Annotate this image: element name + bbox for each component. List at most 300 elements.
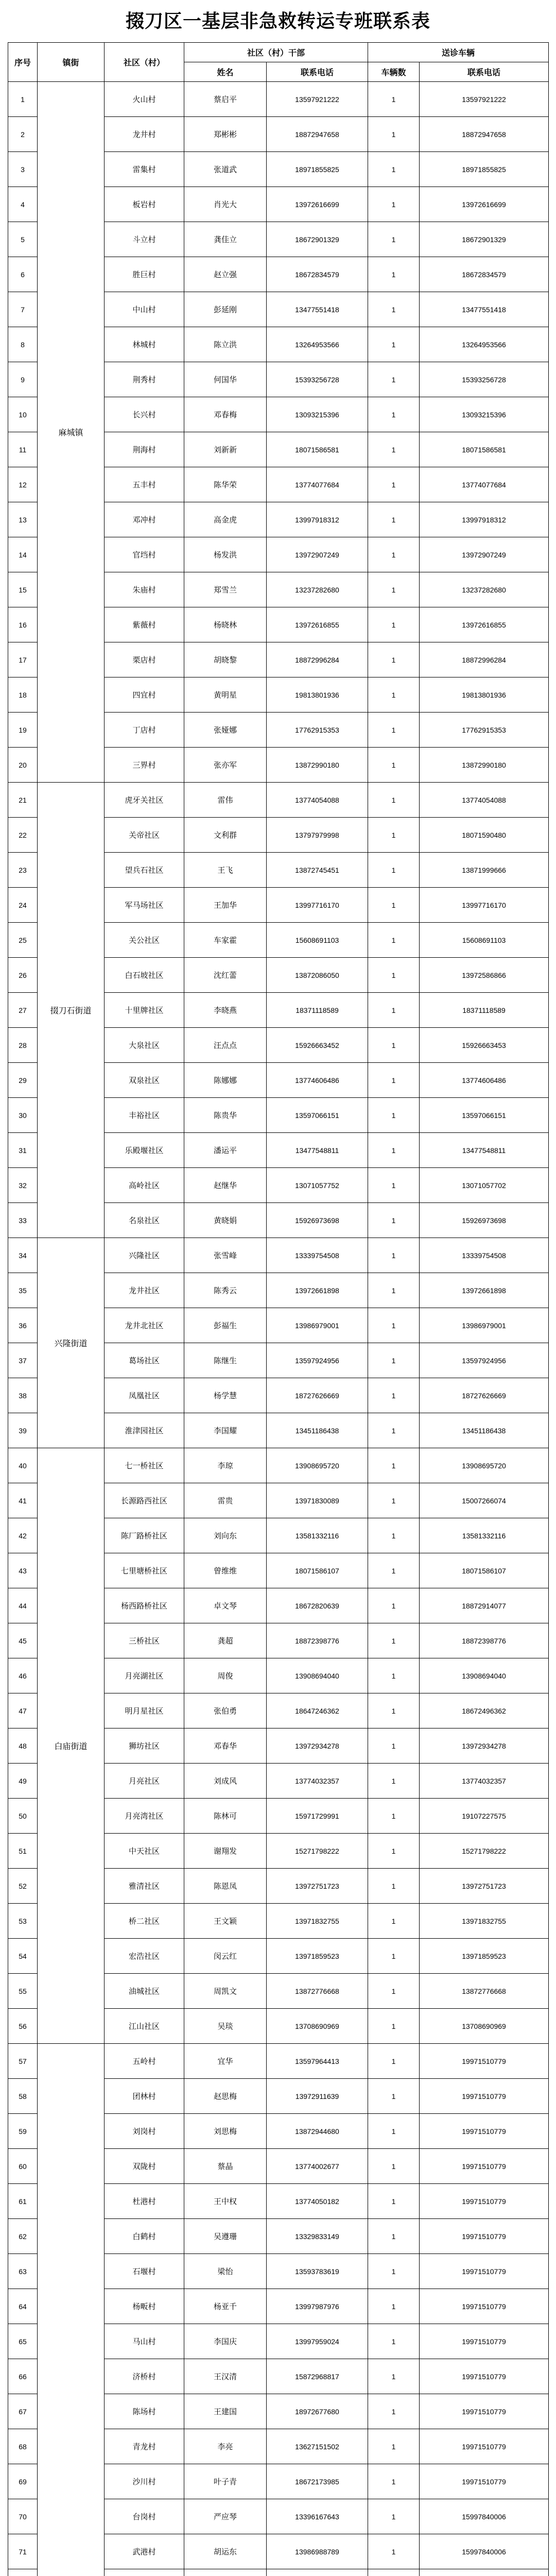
vehicle-count-cell: 1 <box>368 327 420 362</box>
table-row <box>8 2044 549 2079</box>
row-index: 45 <box>8 1623 38 1658</box>
cadre-name-cell: 王加华 <box>184 888 267 923</box>
cadre-phone-cell <box>267 2569 368 2576</box>
vehicle-phone-cell: 13908694040 <box>420 1658 549 1693</box>
vehicle-count-cell: 1 <box>368 2184 420 2219</box>
community-cell: 陈厂路桥社区 <box>105 1518 184 1553</box>
town-cell: 掇刀石街道 <box>38 783 105 1238</box>
community-cell: 乐殿堰社区 <box>105 1133 184 1168</box>
vehicle-phone-cell: 13597921222 <box>420 82 549 117</box>
community-cell: 紫薇村 <box>105 607 184 642</box>
community-cell: 武港村 <box>105 2534 184 2569</box>
row-index: 59 <box>8 2114 38 2149</box>
vehicle-phone-cell: 13997716170 <box>420 888 549 923</box>
row-index: 56 <box>8 2009 38 2044</box>
row-index: 14 <box>8 537 38 572</box>
vehicle-phone-cell: 13872776668 <box>420 1974 549 2009</box>
community-cell: 陈场村 <box>105 2394 184 2429</box>
community-cell: 月亮湖社区 <box>105 1658 184 1693</box>
row-index: 7 <box>8 292 38 327</box>
vehicle-phone-cell: 19971510779 <box>420 2464 549 2499</box>
vehicle-count-cell: 1 <box>368 2499 420 2534</box>
cadre-name-cell: 杨亚千 <box>184 2289 267 2324</box>
cadre-phone-cell: 13972616699 <box>267 187 368 222</box>
cadre-name-cell: 陈林可 <box>184 1799 267 1834</box>
cadre-name-cell: 刘成风 <box>184 1764 267 1799</box>
cadre-name-cell: 吴琰 <box>184 2009 267 2044</box>
cadre-phone-cell: 15926973698 <box>267 1203 368 1238</box>
header-vehicle-count: 车辆数 <box>368 62 420 82</box>
cadre-phone-cell: 13329833149 <box>267 2219 368 2254</box>
cadre-phone-cell: 13093215396 <box>267 397 368 432</box>
row-index: 23 <box>8 853 38 888</box>
community-cell: 雅清社区 <box>105 1869 184 1904</box>
cadre-phone-cell: 13986988789 <box>267 2534 368 2569</box>
vehicle-phone-cell: 15997840006 <box>420 2534 549 2569</box>
cadre-phone-cell: 13997918312 <box>267 502 368 537</box>
row-index: 48 <box>8 1728 38 1764</box>
cadre-name-cell: 何国华 <box>184 362 267 397</box>
community-cell: 双陇村 <box>105 2149 184 2184</box>
row-index: 63 <box>8 2254 38 2289</box>
row-index: 30 <box>8 1098 38 1133</box>
vehicle-phone-cell: 18371118589 <box>420 993 549 1028</box>
vehicle-count-cell: 1 <box>368 1974 420 2009</box>
cadre-name-cell: 严应琴 <box>184 2499 267 2534</box>
community-cell: 名泉社区 <box>105 1203 184 1238</box>
row-index: 26 <box>8 958 38 993</box>
row-index: 64 <box>8 2289 38 2324</box>
vehicle-count-cell: 1 <box>368 1308 420 1343</box>
vehicle-phone-cell: 18872947658 <box>420 117 549 152</box>
vehicle-count-cell: 1 <box>368 1343 420 1378</box>
vehicle-phone-cell: 13774606486 <box>420 1063 549 1098</box>
row-index: 42 <box>8 1518 38 1553</box>
row-index <box>8 2569 38 2576</box>
community-cell: 桥二社区 <box>105 1904 184 1939</box>
vehicle-count-cell: 1 <box>368 1939 420 1974</box>
vehicle-phone-cell: 13972934278 <box>420 1728 549 1764</box>
vehicle-count-cell: 1 <box>368 1869 420 1904</box>
contact-table <box>8 42 549 2576</box>
cadre-phone-cell: 13797979998 <box>267 818 368 853</box>
vehicle-count-cell: 1 <box>368 958 420 993</box>
row-index: 47 <box>8 1693 38 1728</box>
cadre-name-cell: 闵云红 <box>184 1939 267 1974</box>
row-index: 9 <box>8 362 38 397</box>
cadre-name-cell: 潘运平 <box>184 1133 267 1168</box>
community-cell: 丰裕社区 <box>105 1098 184 1133</box>
row-index: 31 <box>8 1133 38 1168</box>
cadre-phone-cell: 13908695720 <box>267 1448 368 1483</box>
cadre-phone-cell: 18371118589 <box>267 993 368 1028</box>
cadre-name-cell: 邓春梅 <box>184 397 267 432</box>
cadre-name-cell: 陈贵华 <box>184 1098 267 1133</box>
vehicle-count-cell: 1 <box>368 1728 420 1764</box>
cadre-phone-cell: 13708690969 <box>267 2009 368 2044</box>
vehicle-phone-cell: 13971859523 <box>420 1939 549 1974</box>
vehicle-count-cell: 1 <box>368 2079 420 2114</box>
vehicle-phone-cell: 13872990180 <box>420 748 549 783</box>
vehicle-phone-cell: 18672496362 <box>420 1693 549 1728</box>
vehicle-count-cell: 1 <box>368 1553 420 1588</box>
cadre-name-cell: 赵继华 <box>184 1168 267 1203</box>
row-index: 53 <box>8 1904 38 1939</box>
row-index: 46 <box>8 1658 38 1693</box>
vehicle-count-cell: 1 <box>368 1413 420 1448</box>
header-cadre-group: 社区（村）干部 <box>184 43 368 62</box>
cadre-phone-cell: 13627151502 <box>267 2429 368 2464</box>
cadre-name-cell: 黄明星 <box>184 677 267 713</box>
vehicle-phone-cell: 18071586581 <box>420 432 549 467</box>
table-row <box>8 1238 549 1273</box>
cadre-name-cell: 周凯文 <box>184 1974 267 2009</box>
community-cell: 荆海村 <box>105 432 184 467</box>
cadre-phone-cell: 13774054088 <box>267 783 368 818</box>
row-index: 44 <box>8 1588 38 1623</box>
vehicle-count-cell: 1 <box>368 2114 420 2149</box>
community-cell: 望兵石社区 <box>105 853 184 888</box>
community-cell: 团林村 <box>105 2079 184 2114</box>
community-cell: 五岭村 <box>105 2044 184 2079</box>
row-index: 67 <box>8 2394 38 2429</box>
vehicle-count-cell: 1 <box>368 1448 420 1483</box>
cadre-phone-cell: 13872990180 <box>267 748 368 783</box>
town-cell: 兴隆街道 <box>38 1238 105 1448</box>
community-cell: 高岭社区 <box>105 1168 184 1203</box>
vehicle-phone-cell: 19971510779 <box>420 2324 549 2359</box>
vehicle-phone-cell: 19971510779 <box>420 2429 549 2464</box>
cadre-phone-cell: 13597924956 <box>267 1343 368 1378</box>
row-index: 18 <box>8 677 38 713</box>
vehicle-phone-cell: 18872996284 <box>420 642 549 677</box>
header-town: 镇街 <box>38 43 105 82</box>
cadre-name-cell: 蔡启平 <box>184 82 267 117</box>
row-index: 17 <box>8 642 38 677</box>
community-cell: 杨畈村 <box>105 2289 184 2324</box>
vehicle-phone-cell: 13339754508 <box>420 1238 549 1273</box>
community-cell: 关公社区 <box>105 923 184 958</box>
header-vehicle-group: 送诊车辆 <box>368 43 549 62</box>
vehicle-count-cell: 1 <box>368 748 420 783</box>
vehicle-phone-cell: 18872398776 <box>420 1623 549 1658</box>
row-index: 5 <box>8 222 38 257</box>
community-cell: 杜港村 <box>105 2184 184 2219</box>
cadre-phone-cell: 15393256728 <box>267 362 368 397</box>
cadre-name-cell: 张亦军 <box>184 748 267 783</box>
cadre-phone-cell: 13908694040 <box>267 1658 368 1693</box>
community-cell: 长兴村 <box>105 397 184 432</box>
vehicle-count-cell: 1 <box>368 257 420 292</box>
vehicle-count-cell: 1 <box>368 818 420 853</box>
vehicle-phone-cell: 13972616855 <box>420 607 549 642</box>
cadre-phone-cell: 15872968817 <box>267 2359 368 2394</box>
cadre-phone-cell: 13872944680 <box>267 2114 368 2149</box>
row-index: 11 <box>8 432 38 467</box>
vehicle-phone-cell: 18672901329 <box>420 222 549 257</box>
cadre-name-cell: 梁怡 <box>184 2254 267 2289</box>
community-cell: 台岗村 <box>105 2499 184 2534</box>
header-phone: 联系电话 <box>267 62 368 82</box>
vehicle-count-cell: 1 <box>368 993 420 1028</box>
cadre-phone-cell: 13593783619 <box>267 2254 368 2289</box>
vehicle-phone-cell: 19971510779 <box>420 2359 549 2394</box>
vehicle-phone-cell: 15997840006 <box>420 2499 549 2534</box>
cadre-name-cell: 叶子青 <box>184 2464 267 2499</box>
row-index: 29 <box>8 1063 38 1098</box>
row-index: 66 <box>8 2359 38 2394</box>
cadre-name-cell: 张雪峰 <box>184 1238 267 1273</box>
row-index: 25 <box>8 923 38 958</box>
community-cell: 四宜村 <box>105 677 184 713</box>
cadre-name-cell: 胡晓黎 <box>184 642 267 677</box>
cadre-phone-cell: 13986979001 <box>267 1308 368 1343</box>
cadre-name-cell: 雷贵 <box>184 1483 267 1518</box>
cadre-name-cell: 杨发洪 <box>184 537 267 572</box>
vehicle-phone-cell: 19971510779 <box>420 2079 549 2114</box>
cadre-phone-cell: 18872996284 <box>267 642 368 677</box>
vehicle-phone-cell: 13972586866 <box>420 958 549 993</box>
cadre-name-cell: 陈继生 <box>184 1343 267 1378</box>
vehicle-phone-cell: 19971510779 <box>420 2114 549 2149</box>
vehicle-count-cell: 1 <box>368 2044 420 2079</box>
vehicle-phone-cell: 13264953566 <box>420 327 549 362</box>
vehicle-phone-cell: 19971510779 <box>420 2254 549 2289</box>
vehicle-count-cell: 1 <box>368 923 420 958</box>
cadre-name-cell: 卓文琴 <box>184 1588 267 1623</box>
row-index: 65 <box>8 2324 38 2359</box>
community-cell: 朱庙村 <box>105 572 184 607</box>
cadre-phone-cell: 13774077684 <box>267 467 368 502</box>
vehicle-count-cell: 1 <box>368 1203 420 1238</box>
row-index: 60 <box>8 2149 38 2184</box>
cadre-name-cell: 王文颖 <box>184 1904 267 1939</box>
vehicle-phone-cell: 19971510779 <box>420 2149 549 2184</box>
cadre-name-cell: 车家霍 <box>184 923 267 958</box>
header-community: 社区（村） <box>105 43 184 82</box>
row-index: 35 <box>8 1273 38 1308</box>
row-index: 68 <box>8 2429 38 2464</box>
row-index: 27 <box>8 993 38 1028</box>
vehicle-phone-cell: 19971510779 <box>420 2394 549 2429</box>
cadre-phone-cell: 13597964413 <box>267 2044 368 2079</box>
vehicle-phone-cell: 13237282680 <box>420 572 549 607</box>
vehicle-count-cell: 1 <box>368 82 420 117</box>
vehicle-count-cell: 1 <box>368 187 420 222</box>
cadre-phone-cell: 13997959024 <box>267 2324 368 2359</box>
cadre-name-cell: 李亮 <box>184 2429 267 2464</box>
community-cell: 林城村 <box>105 327 184 362</box>
community-cell: 斗立村 <box>105 222 184 257</box>
row-index: 19 <box>8 713 38 748</box>
cadre-name-cell: 杨学慧 <box>184 1378 267 1413</box>
row-index: 62 <box>8 2219 38 2254</box>
vehicle-phone-cell: 13871999666 <box>420 853 549 888</box>
community-cell: 油城社区 <box>105 1974 184 2009</box>
vehicle-phone-cell: 18071590480 <box>420 818 549 853</box>
vehicle-count-cell: 1 <box>368 1764 420 1799</box>
cadre-phone-cell: 19813801936 <box>267 677 368 713</box>
vehicle-count-cell: 1 <box>368 1483 420 1518</box>
community-cell: 中山村 <box>105 292 184 327</box>
row-index: 39 <box>8 1413 38 1448</box>
cadre-name-cell: 汪点点 <box>184 1028 267 1063</box>
vehicle-count-cell: 1 <box>368 2324 420 2359</box>
community-cell: 月亮社区 <box>105 1764 184 1799</box>
vehicle-count-cell: 1 <box>368 2219 420 2254</box>
community-cell: 宏浩社区 <box>105 1939 184 1974</box>
row-index: 54 <box>8 1939 38 1974</box>
row-index: 43 <box>8 1553 38 1588</box>
community-cell: 青龙村 <box>105 2429 184 2464</box>
cadre-phone-cell: 13774032357 <box>267 1764 368 1799</box>
vehicle-phone-cell: 17762915353 <box>420 713 549 748</box>
vehicle-phone-cell: 13774032357 <box>420 1764 549 1799</box>
page-title: 掇刀区一基层非急救转运专班联系表 <box>125 11 430 31</box>
vehicle-phone-cell: 13986979001 <box>420 1308 549 1343</box>
vehicle-count-cell: 1 <box>368 572 420 607</box>
vehicle-count-cell: 1 <box>368 292 420 327</box>
cadre-name-cell: 陈立洪 <box>184 327 267 362</box>
cadre-phone-cell: 13872086050 <box>267 958 368 993</box>
vehicle-count-cell: 1 <box>368 1028 420 1063</box>
vehicle-count-cell: 1 <box>368 1588 420 1623</box>
cadre-name-cell <box>184 2569 267 2576</box>
vehicle-phone-cell: 13972751723 <box>420 1869 549 1904</box>
cadre-phone-cell: 18647246362 <box>267 1693 368 1728</box>
vehicle-count-cell: 1 <box>368 1693 420 1728</box>
row-index: 10 <box>8 397 38 432</box>
cadre-phone-cell: 18971855825 <box>267 152 368 187</box>
community-cell: 邓冲村 <box>105 502 184 537</box>
vehicle-phone-cell: 15608691103 <box>420 923 549 958</box>
vehicle-count-cell: 1 <box>368 2149 420 2184</box>
vehicle-count-cell: 1 <box>368 713 420 748</box>
vehicle-phone-cell: 15926973698 <box>420 1203 549 1238</box>
community-cell: 双泉社区 <box>105 1063 184 1098</box>
cadre-name-cell: 黄晓娟 <box>184 1203 267 1238</box>
table-header-row-1 <box>8 43 549 62</box>
row-index: 24 <box>8 888 38 923</box>
community-cell: 龙井村 <box>105 117 184 152</box>
row-index: 71 <box>8 2534 38 2569</box>
cadre-phone-cell: 13237282680 <box>267 572 368 607</box>
cadre-phone-cell: 13872776668 <box>267 1974 368 2009</box>
community-cell: 凤凰社区 <box>105 1378 184 1413</box>
vehicle-phone-cell: 13774077684 <box>420 467 549 502</box>
cadre-phone-cell: 18872947658 <box>267 117 368 152</box>
row-index: 1 <box>8 82 38 117</box>
cadre-phone-cell: 15926663452 <box>267 1028 368 1063</box>
cadre-phone-cell: 13339754508 <box>267 1238 368 1273</box>
vehicle-phone-cell: 19107227575 <box>420 1799 549 1834</box>
row-index: 38 <box>8 1378 38 1413</box>
row-index: 2 <box>8 117 38 152</box>
community-cell: 马山村 <box>105 2324 184 2359</box>
cadre-name-cell: 郑彬彬 <box>184 117 267 152</box>
cadre-name-cell: 王建国 <box>184 2394 267 2429</box>
cadre-phone-cell: 13972751723 <box>267 1869 368 1904</box>
cadre-phone-cell: 13971859523 <box>267 1939 368 1974</box>
cadre-name-cell: 陈恩凤 <box>184 1869 267 1904</box>
community-cell: 火山村 <box>105 82 184 117</box>
cadre-phone-cell: 13971830089 <box>267 1483 368 1518</box>
row-index: 22 <box>8 818 38 853</box>
vehicle-count-cell: 1 <box>368 2254 420 2289</box>
cadre-name-cell: 邓春华 <box>184 1728 267 1764</box>
cadre-phone-cell: 13264953566 <box>267 327 368 362</box>
vehicle-phone-cell: 13997918312 <box>420 502 549 537</box>
vehicle-phone-cell: 15393256728 <box>420 362 549 397</box>
row-index: 8 <box>8 327 38 362</box>
cadre-phone-cell: 13477548811 <box>267 1133 368 1168</box>
vehicle-count-cell: 1 <box>368 853 420 888</box>
community-cell: 江山社区 <box>105 2009 184 2044</box>
vehicle-count-cell: 1 <box>368 2464 420 2499</box>
cadre-phone-cell: 18972677680 <box>267 2394 368 2429</box>
community-cell: 三桥社区 <box>105 1623 184 1658</box>
vehicle-phone-cell: 13708690969 <box>420 2009 549 2044</box>
community-cell: 十里牌社区 <box>105 993 184 1028</box>
vehicle-phone-cell: 13477551418 <box>420 292 549 327</box>
cadre-name-cell: 郑雪兰 <box>184 572 267 607</box>
vehicle-count-cell: 1 <box>368 2009 420 2044</box>
community-cell: 龙井北社区 <box>105 1308 184 1343</box>
vehicle-count-cell: 1 <box>368 2289 420 2324</box>
community-cell: 沙川村 <box>105 2464 184 2499</box>
cadre-phone-cell: 18672820639 <box>267 1588 368 1623</box>
cadre-name-cell: 王中权 <box>184 2184 267 2219</box>
row-index: 69 <box>8 2464 38 2499</box>
vehicle-count-cell: 1 <box>368 2429 420 2464</box>
row-index: 70 <box>8 2499 38 2534</box>
cadre-name-cell: 沈红蕾 <box>184 958 267 993</box>
community-cell: 龙井社区 <box>105 1273 184 1308</box>
vehicle-phone-cell: 18672834579 <box>420 257 549 292</box>
community-cell: 荆秀村 <box>105 362 184 397</box>
header-name: 姓名 <box>184 62 267 82</box>
cadre-name-cell: 陈华荣 <box>184 467 267 502</box>
cadre-name-cell: 赵立强 <box>184 257 267 292</box>
row-index: 12 <box>8 467 38 502</box>
cadre-phone-cell: 18672173985 <box>267 2464 368 2499</box>
cadre-phone-cell: 13972907249 <box>267 537 368 572</box>
row-index: 34 <box>8 1238 38 1273</box>
vehicle-count-cell: 1 <box>368 537 420 572</box>
row-index: 21 <box>8 783 38 818</box>
cadre-phone-cell: 15608691103 <box>267 923 368 958</box>
vehicle-count-cell: 1 <box>368 432 420 467</box>
table-row <box>8 783 549 818</box>
vehicle-count-cell: 1 <box>368 467 420 502</box>
community-cell: 板岩村 <box>105 187 184 222</box>
row-index: 40 <box>8 1448 38 1483</box>
vehicle-phone-cell: 19813801936 <box>420 677 549 713</box>
cadre-phone-cell: 13971832755 <box>267 1904 368 1939</box>
row-index: 51 <box>8 1834 38 1869</box>
cadre-name-cell: 王汉清 <box>184 2359 267 2394</box>
vehicle-phone-cell: 15926663453 <box>420 1028 549 1063</box>
cadre-name-cell: 宜华 <box>184 2044 267 2079</box>
vehicle-count-cell: 1 <box>368 2394 420 2429</box>
vehicle-phone-cell: 19971510779 <box>420 2184 549 2219</box>
cadre-name-cell: 肖光大 <box>184 187 267 222</box>
cadre-name-cell: 高金虎 <box>184 502 267 537</box>
cadre-phone-cell: 13774050182 <box>267 2184 368 2219</box>
cadre-name-cell: 陈秀云 <box>184 1273 267 1308</box>
vehicle-phone-cell: 18727626669 <box>420 1378 549 1413</box>
community-cell: 官垱村 <box>105 537 184 572</box>
